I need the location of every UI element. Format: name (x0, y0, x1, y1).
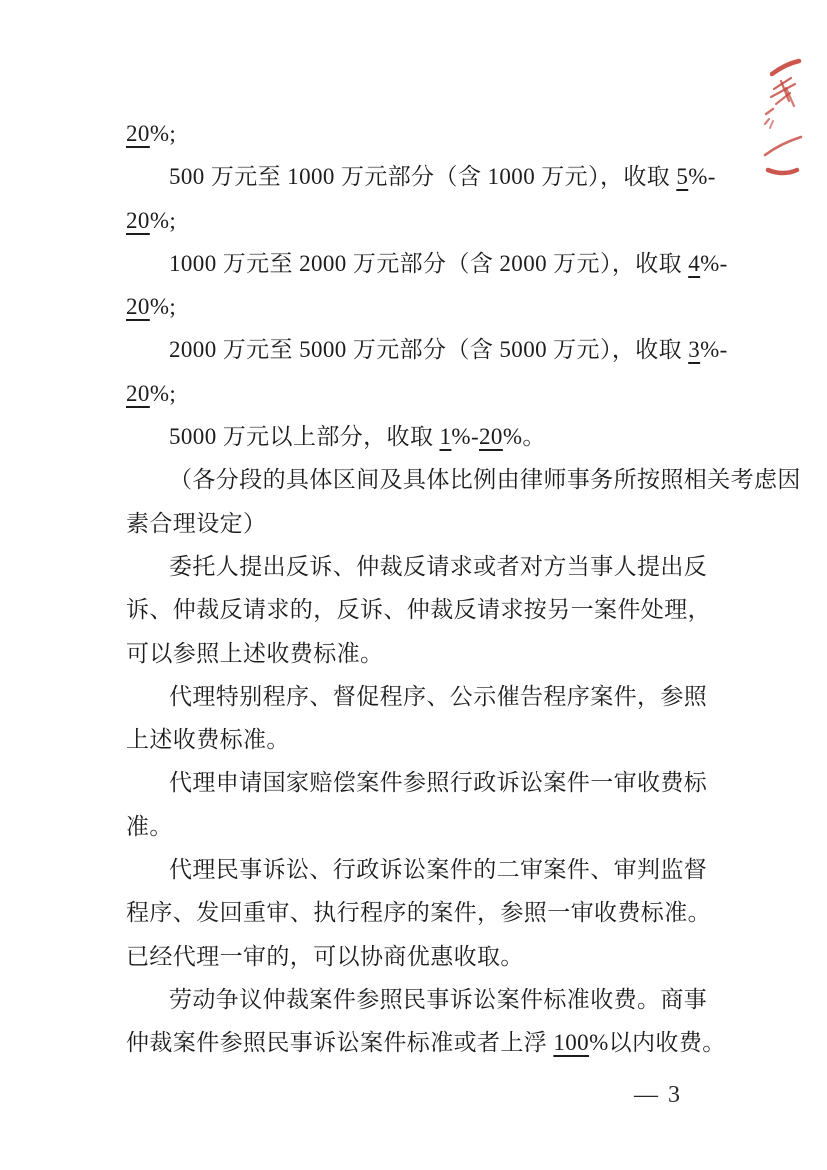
underlined-value: 1 (439, 424, 452, 450)
text-segment: 委托人提出反诉、仲裁反请求或者对方当事人提出反 (169, 553, 708, 579)
underlined-value: 20 (126, 294, 150, 320)
underlined-value: 3 (688, 337, 701, 363)
text-line (126, 242, 728, 285)
text-segment: %。 (502, 424, 546, 450)
text-segment: 2000 万元至 5000 万元部分（含 5000 万元），收取 (169, 337, 689, 363)
text-line (126, 761, 708, 804)
text-line (126, 458, 801, 501)
partial-red-seal-stamp (760, 48, 812, 188)
text-line (126, 632, 708, 675)
text-line (126, 718, 708, 761)
text-line (126, 502, 708, 545)
text-segment: %; (149, 380, 177, 406)
underlined-value: 5 (676, 164, 689, 190)
text-segment: （各分段的具体区间及具体比例由律师事务所按照相关考虑因 (169, 467, 801, 493)
text-segment: 5000 万元以上部分，收取 (169, 424, 440, 450)
text-segment: 准。 (126, 813, 173, 839)
underlined-value: 20 (479, 424, 503, 450)
page-number: — 3 (634, 1082, 682, 1108)
text-line (126, 328, 728, 371)
text-segment: 代理特别程序、督促程序、公示催告程序案件，参照 (169, 683, 708, 709)
text-line (126, 891, 711, 934)
text-segment: 素合理设定） (126, 510, 267, 536)
text-line (126, 675, 708, 718)
text-segment: 诉、仲裁反请求的，反诉、仲裁反请求按另一案件处理， (126, 597, 711, 623)
text-segment: 代理申请国家赔偿案件参照行政诉讼案件一审收费标 (169, 770, 708, 796)
text-line (126, 199, 708, 242)
text-line (126, 978, 708, 1021)
text-segment: %; (149, 121, 177, 146)
text-line (126, 935, 708, 978)
text-segment: 仲裁案件参照民事诉讼案件标准或者上浮 (126, 1030, 554, 1056)
text-segment: 500 万元至 1000 万元部分（含 1000 万元），收取 (169, 164, 677, 190)
text-segment: 可以参照上述收费标准。 (126, 640, 384, 666)
text-segment: %; (149, 207, 177, 233)
text-segment: 程序、发回重审、执行程序的案件，参照一审收费标准。 (126, 900, 711, 926)
text-line (126, 372, 708, 415)
text-segment: %以内收费。 (589, 1030, 726, 1056)
underlined-value: 20 (126, 121, 150, 146)
text-line (126, 545, 708, 588)
text-segment: %- (451, 424, 480, 450)
text-line (126, 415, 708, 458)
underlined-value: 4 (688, 250, 701, 276)
text-line (126, 588, 711, 631)
underlined-value: 20 (126, 380, 150, 406)
underlined-value: 100 (553, 1030, 590, 1056)
text-line (126, 112, 708, 155)
document-body-text (126, 112, 801, 1065)
text-segment: 劳动争议仲裁案件参照民事诉讼案件标准收费。商事 (169, 986, 708, 1012)
text-line (126, 805, 708, 848)
text-line (126, 848, 708, 891)
text-segment: %- (700, 337, 728, 363)
text-segment: %; (149, 294, 177, 320)
text-line (126, 285, 708, 328)
text-segment: %- (688, 164, 716, 190)
text-segment: 已经代理一审的，可以协商优惠收取。 (126, 943, 524, 969)
text-segment: 代理民事诉讼、行政诉讼案件的二审案件、审判监督 (169, 857, 708, 883)
text-line (126, 1021, 726, 1064)
text-segment: %- (700, 250, 728, 276)
text-line (126, 155, 716, 198)
text-segment: 1000 万元至 2000 万元部分（含 2000 万元），收取 (169, 250, 689, 276)
underlined-value: 20 (126, 207, 150, 233)
text-segment: 上述收费标准。 (126, 727, 290, 753)
